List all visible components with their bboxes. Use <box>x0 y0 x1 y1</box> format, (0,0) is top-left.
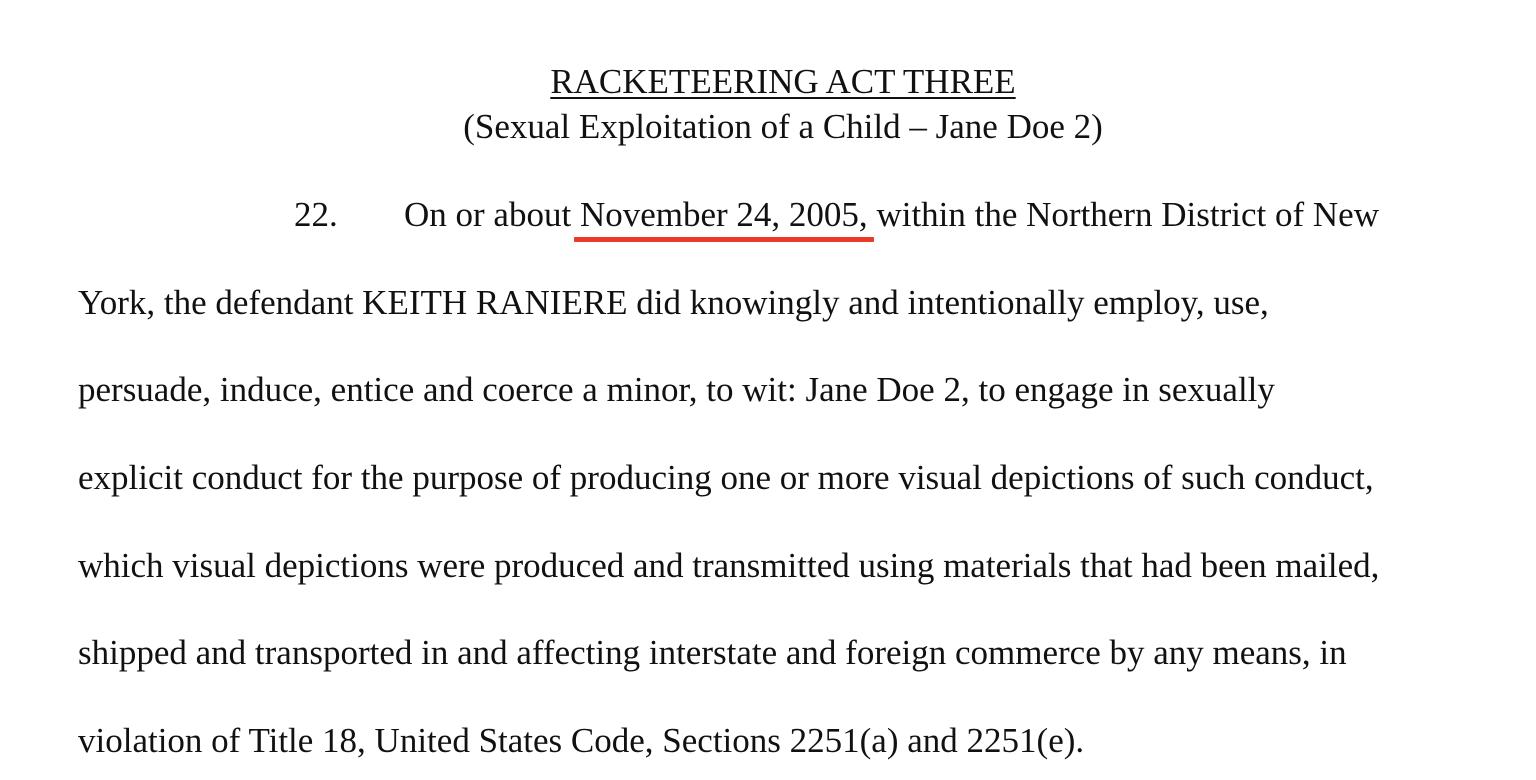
paragraph-line-2: York, the defendant KEITH RANIERE did knowingly and intentionally employ, use, <box>78 283 1269 322</box>
paragraph-line-3: persuade, induce, entice and coerce a minor, to wit: Jane Doe 2, to engage in sexually <box>78 370 1275 409</box>
section-subheading: (Sexual Exploitation of a Child – Jane Doe 2) <box>463 107 1103 146</box>
text-before-date: On or about <box>404 195 580 234</box>
paragraph-number: 22. <box>294 195 338 234</box>
paragraph-line-4: explicit conduct for the purpose of producing one or more visual depictions of such conduct, <box>78 458 1374 497</box>
paragraph-line-7: violation of Title 18, United States Code, Sections 2251(a) and 2251(e). <box>78 721 1085 760</box>
paragraph-line-6: shipped and transported in and affecting interstate and foreign commerce by any means, in <box>78 633 1347 672</box>
text-after-date: within the Northern District of New <box>867 195 1379 234</box>
paragraph-line-1 <box>404 195 1379 235</box>
paragraph-line-5: which visual depictions were produced and transmitted using materials that had been mailed, <box>78 546 1380 585</box>
highlighted-date: November 24, 2005, <box>579 195 868 234</box>
section-heading: RACKETEERING ACT THREE <box>550 62 1016 101</box>
